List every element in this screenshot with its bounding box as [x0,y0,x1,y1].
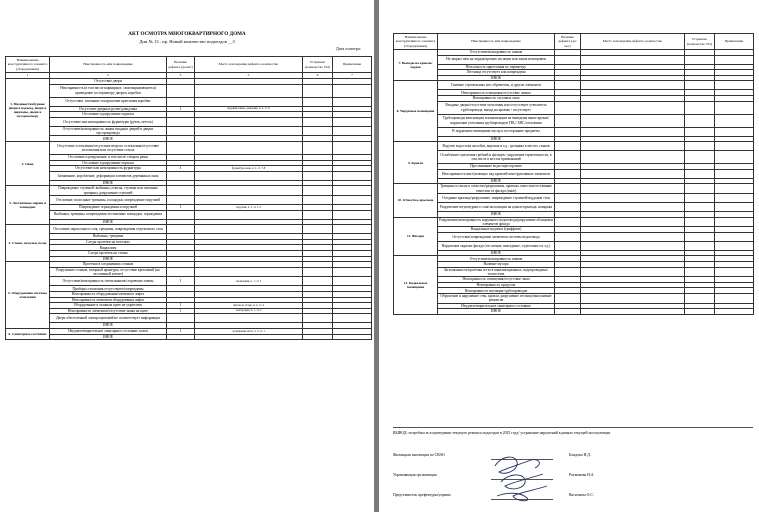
defect-description: Протечки в соединениях стояков [50,262,167,268]
defect-description: Следы протечек на потолках [50,239,167,245]
table-row [6,186,372,196]
fixed-count-cell [303,225,333,234]
table-row [6,196,372,205]
defect-description: Отсутствие/неисправность светильников/сгоревшие лампы [50,277,167,286]
column-header: Примечание [715,34,754,50]
element-group-name: 8. Чердачное помещение [394,81,438,142]
defect-description: Вандализм [50,245,167,251]
defect-location-cell [195,142,303,155]
inspection-table-page-1 [5,56,372,340]
defect-description: В чердачном помещении мусор и посторонние предметы [438,127,555,136]
element-group-name: 4. Стены, потолки, полы [6,225,50,262]
column-number: 3 [167,73,195,79]
table-row [394,184,754,194]
defect-location-cell [581,169,685,178]
defect-description: Разрушение штукатурного слоя/экспозиции на цоколе крыльца, козырька [438,202,555,211]
defect-location-cell [581,217,685,227]
defect-presence-cell [555,151,581,164]
signatory-name: Рахманова Н.А. [569,473,595,477]
defect-description: ИНОЕ [438,75,555,81]
defect-presence-cell [167,97,195,106]
defect-presence-cell [167,314,195,323]
table-row [394,232,754,241]
defect-description: Неплотность прилегания по периметру [438,64,555,70]
defect-description: Неисправность изоляции/трубопроводов [438,288,555,294]
note-cell [333,186,372,196]
defect-description: ИНОЕ [438,309,555,315]
fixed-count-cell [303,171,333,180]
defect-presence-cell: 1 [167,303,195,309]
fixed-count-cell [685,202,715,211]
signatory-role: Управляющая организация [393,473,437,477]
table-row [6,314,372,323]
fixed-count-cell [303,196,333,205]
defect-description: ИНОЕ [50,256,167,262]
fixed-count-cell [685,114,715,127]
column-header: Место нахождения дефекта, количество [195,57,303,73]
defect-description: Отслоение, волосяные трещины, площадки, повреждение поручней [50,196,167,205]
defect-description: Неисправность освещения/отсутствие ламп [438,277,555,283]
defect-presence-cell: 1 [167,308,195,314]
table-row [394,202,754,211]
defect-description: Трубопроводы вентиляции и канализации не выведены выше кровли/нарушение утепления трубопроводов ГВС/ ХВС/отопления [438,114,555,127]
table-row [394,169,754,178]
defect-presence-cell [167,210,195,219]
defect-presence-cell [555,169,581,178]
defect-location-cell [581,101,685,114]
column-header: Место нахождения дефекта, количество [581,34,685,50]
table-row [6,171,372,180]
defect-description: Вандальные надписи (граффити) [438,227,555,233]
column-header: Неисправность или повреждение [50,57,167,73]
defect-description: Неисправность (в том числе шарнирное, самозакрывающееся) приведение по периметру двери и коробки [50,84,167,97]
column-header: Примечание [333,57,372,73]
fixed-count-cell [303,277,333,286]
defect-location-cell [195,314,303,323]
defect-presence-cell [555,217,581,227]
defect-presence-cell [167,196,195,205]
fixed-count-cell [303,117,333,126]
defect-description: ИНОЕ [50,180,167,186]
defect-location-cell [581,184,685,194]
defect-description: Оборудование в этажном щите не укреплено [50,303,167,309]
fixed-count-cell [303,267,333,277]
fixed-count-cell [303,334,333,340]
defect-location-cell [195,186,303,196]
handwritten-signature-icon [487,452,553,504]
defect-presence-cell [555,241,581,250]
defect-presence-cell [555,184,581,194]
fixed-count-cell [685,101,715,114]
table-row [6,225,372,234]
defect-description: Просачивание воды через кровлю [438,164,555,170]
defect-description: Гниение стропильных ног, обрешетки, и других элементов [438,81,555,90]
defect-location-cell [195,126,303,136]
defect-description: Повреждение ступеней: выбоины, отколы, ступени или сквозные трещины, разрушение ступеней [50,186,167,196]
defect-location-cell [581,267,685,277]
defect-description: Отсутствие, затекание и нарушение крепления коробки [50,97,167,106]
defect-location-cell [581,142,685,151]
fixed-count-cell [685,293,715,303]
defect-location-cell: светильник, п. 1, эт. 3 [195,277,303,286]
fixed-count-cell [685,309,715,315]
defect-location-cell: фурнитура окна, п. 1, эт. 7-8 [195,166,303,172]
defect-presence-cell [555,293,581,303]
defect-description: Оседание крыльца/разрушение, повреждение ступеней/поддонов стен [438,193,555,202]
defect-presence-cell [167,117,195,126]
note-cell [715,114,754,127]
element-group-name: 5. Оборудование системы отопления [6,262,50,329]
note-cell [715,267,754,277]
fixed-count-cell [685,184,715,194]
defect-location-cell [581,127,685,136]
defect-description: Неисправность элементов оборудования лифта [50,297,167,303]
note-cell [715,184,754,194]
defect-presence-cell [555,114,581,127]
defect-description: Лестница отсутствует или повреждена [438,70,555,76]
defect-location-cell [195,196,303,205]
fixed-count-cell [685,151,715,164]
defect-location-cell [581,114,685,127]
defect-presence-cell [167,84,195,97]
defect-location-cell [581,309,685,315]
defect-location-cell [195,97,303,106]
defect-description: Неудовлетворительное санитарное состояние [438,303,555,309]
defect-presence-cell [167,186,195,196]
defect-description: Выбоины, трещины, повреждения лестничных площадок, ограждения [50,210,167,219]
note-cell [333,225,372,234]
defect-description: ИНОЕ [50,219,167,225]
table-row [6,334,372,340]
element-group-name: 3. Лестничные марши и площадки [6,186,50,225]
inspection-date-label: Дата осмотра: [335,46,361,51]
table-row [394,81,754,90]
defect-description: Не закрыт люк на чердак/кровлю на замок или замок неисправен [438,55,555,64]
defect-description: Наличие мусора [438,261,555,267]
element-group-name: 12. Подвальное помещение [394,256,438,314]
defect-description: Отсутствие или неисправность фурнитуры [50,166,167,172]
column-number: 6 [303,73,333,79]
signatory-name: Бомдова Н.Д. [569,453,591,457]
column-number: 5 [195,73,303,79]
defect-presence-cell: 1 [167,277,195,286]
document-subtitle: Дом № 13 , пр. Новый количество подъездов __3 [139,39,235,44]
defect-description: Отсутствие дверных ручек/доводчика [50,106,167,112]
defect-description: Следы протечек на стенах [50,250,167,256]
table-row [6,210,372,219]
defect-presence-cell [167,267,195,277]
fixed-count-cell [685,142,715,151]
defect-description: Отсутствие/повреждение элементов системы водоотвода [438,232,555,241]
defect-description: Отсутствие/неисправность замков [438,256,555,262]
defect-description: Загнивание, коробление, деформация элементов деревянных окон [50,171,167,180]
column-header: Наличие дефекта (да/нет) [167,57,195,73]
table-row [394,127,754,136]
table-row [6,277,372,286]
note-cell [715,169,754,178]
fixed-count-cell [685,127,715,136]
table-row [394,217,754,227]
column-number: 2 [50,73,167,79]
note-cell [333,126,372,136]
defect-presence-cell [555,232,581,241]
act-page-2 [379,0,759,512]
defect-description: Отсутствие/неисправность замков [438,50,555,56]
defect-location-cell [195,210,303,219]
defect-location-cell [581,202,685,211]
table-row [394,142,754,151]
note-cell [715,151,754,164]
note-cell [715,217,754,227]
fixed-count-cell [685,169,715,178]
conclusion-text: ВЫВОД: потребность в проведении текущего ремонта подъездов в 2025 году/ устранение нарушений в рамках текущей эксплуатации [393,431,611,435]
note-cell [715,55,754,64]
defect-location-cell [581,232,685,241]
defect-presence-cell [555,202,581,211]
element-group-name: 6. Санитарное состояние [6,328,50,339]
defect-description: Ослабление сцепления гребней и фальцев / нарушение герметичности, в том числе в местах примыканий [438,151,555,164]
defect-location-cell: поручни, п. 3, эт. 1-2 [195,205,303,211]
note-cell [715,241,754,250]
column-header: Наименование конструктивного элемента (оборудования) [394,34,438,50]
defect-location-cell [195,171,303,180]
note-cell [715,193,754,202]
defect-presence-cell [555,81,581,90]
defect-description: ИНОЕ [50,323,167,329]
table-row [394,101,754,114]
defect-description: Выбоины, трещины [50,234,167,240]
note-cell [715,127,754,136]
defect-presence-cell: 1 [167,106,195,112]
defect-presence-cell [167,334,195,340]
note-cell [333,314,372,323]
defect-location-cell [581,81,685,90]
table-row [6,97,372,106]
defect-description: Разрушение/неисправность наружного водоотвода/разрушение облицовки элементов фасада [439,217,553,226]
fixed-count-cell [685,55,715,64]
defect-location-cell [195,84,303,97]
defect-description: Неисправность оборудования/элементов лифта [50,291,167,297]
note-cell [333,210,372,219]
table-row [6,267,372,277]
defect-description: Отслоение и разрушение окраски [50,112,167,118]
table-row [394,267,754,277]
defect-description: Неудовлетворительное санитарное состояние полов [50,328,167,334]
defect-location-cell [195,225,303,234]
note-cell [333,84,372,97]
column-header: Устранено (количество УО) [303,57,333,73]
note-cell [715,142,754,151]
defect-presence-cell: 1 [167,166,195,172]
defect-description: Повреждение ограждения и поручней [50,205,167,211]
fixed-count-cell [303,186,333,196]
note-cell [715,232,754,241]
fixed-count-cell [303,314,333,323]
element-group-name: 9. Кровля [394,142,438,184]
divider [393,427,753,428]
element-group-name: 7. Выходы на кровлю/чердак [394,50,438,81]
signatory-name: Васильева О.С. [569,493,594,497]
note-cell [333,117,372,126]
defect-description: Неисправность освещения/отсутствие лампы [438,90,555,96]
defect-description: ИНОЕ [50,136,167,142]
note-cell [333,171,372,180]
table-row [394,151,754,164]
table-row [6,142,372,155]
element-group-name: 11. Фасады [394,217,438,256]
defect-location-cell [581,193,685,202]
defect-description: Входные двери/отсутствие отопления или отсутствует утеплитель трубопровода, выход на кровлю / отсутствует [438,101,555,114]
defect-presence-cell [167,225,195,234]
defect-presence-cell [555,101,581,114]
defect-location-cell [195,334,303,340]
defect-description: Отсутствие остекления/отсутствие второго остекления/отсутствие уплотнения или отсутствие стекла [50,142,167,155]
defect-location-cell: кодовый замок, доводчик, п. 2, эт. 9 [195,106,303,112]
defect-presence-cell [555,127,581,136]
element-group-name: 10. Отмостка, крыльца [394,184,438,217]
table-row [394,114,754,127]
fixed-count-cell [303,210,333,219]
defect-location-cell: электрощит, п. 1, эт. 2 [195,308,303,314]
note-cell [333,277,372,286]
fixed-count-cell [303,142,333,155]
defect-presence-cell [167,126,195,136]
defect-description: Разрушение стояков, запорной арматуры, отсутствие креплений (на лестничной клетке) [50,267,167,277]
defect-description: Неисправность элементов/отсутствие замка на щите [50,308,167,314]
table-row [6,126,372,136]
fixed-count-cell [685,217,715,227]
defect-description: Отслоение окрасочного слоя, трещины, повреждения отделочного слоя [50,225,167,234]
defect-presence-cell [167,142,195,155]
defect-presence-cell [555,267,581,277]
table-row [6,84,372,97]
fixed-count-cell [303,97,333,106]
defect-description: ИНОЕ [438,136,555,142]
defect-description: Неисправность слуховых окон [438,95,555,101]
defect-description: Отсутствие/неисправность линии входных дверей в дверях мусоропровода [50,126,167,136]
defect-presence-cell [555,55,581,64]
table-row [394,193,754,202]
table-row [394,293,754,303]
column-header: Наименование конструктивного элемента (оборудования) [6,57,50,73]
table-row [394,241,754,250]
defect-description: Загазованность/протечки из-за в канализационных, водопроводных/теплосетях [438,267,555,277]
defect-description: ИНОЕ [438,250,555,256]
defect-description: ИНОЕ [50,334,167,340]
defect-presence-cell: 1 [167,205,195,211]
column-number: 7 [333,73,372,79]
element-group-name: 2. Окна [6,142,50,186]
defect-presence-cell [555,193,581,202]
fixed-count-cell [685,241,715,250]
fixed-count-cell [685,267,715,277]
defect-description: Вздутие водостока желобов, воронок и т.д., трещины в местах стыков [438,142,555,151]
note-cell [333,142,372,155]
defect-description: Трещины и сколы в отмостке/разрушения, провалы отмостки/отставание отмостки от фасада (иное) [438,184,555,194]
defect-location-cell [195,267,303,277]
note-cell [715,309,754,315]
defect-description: Дверь обесточенной электрощитовой/не соответствует информация [50,314,167,323]
defect-description: Неисправность продухов [438,282,555,288]
defect-presence-cell [555,309,581,315]
defect-description: Нарушение окраски фасада (отслоение, выпадение, отделочного и т.д.) [438,241,555,250]
defect-location-cell: загрязнение пола, п. 3, эт. 1 [195,328,303,334]
note-cell [715,101,754,114]
defect-location-cell [581,241,685,250]
defect-description: Обрушение и нарушение стен, кровли, разрушение лестниц/выполнение ремонтов [438,293,555,303]
column-header: Устранено (количество УО) [685,34,715,50]
defect-presence-cell: 1 [167,328,195,334]
defect-description: Отслоение и разрушение окраски [50,160,167,166]
fixed-count-cell [685,232,715,241]
note-cell [333,334,372,340]
defect-location-cell [581,151,685,164]
column-header: Неисправность или повреждение [438,34,555,50]
fixed-count-cell [685,193,715,202]
act-page-1 [0,0,374,512]
defect-location-cell: щиток на этаже, п. 2, эт. 4 [195,303,303,309]
fixed-count-cell [303,126,333,136]
defect-location-cell [195,117,303,126]
defect-description: Отслоение и разрушение, в том числе створок рамы [50,155,167,161]
table-row [394,309,754,315]
document-title: АКТ ОСМОТРА МНОГОКВАРТИРНОГО ДОМА [128,31,246,37]
table-row [6,117,372,126]
fixed-count-cell [685,81,715,90]
note-cell [333,97,372,106]
defect-presence-cell [167,171,195,180]
note-cell [715,81,754,90]
defect-description: ИНОЕ [438,178,555,184]
note-cell [333,196,372,205]
table-row [394,55,754,64]
note-cell [333,267,372,277]
defect-description: Приборы отопления отсутствуют/повреждены [50,286,167,292]
defect-description: Отсутствие или неисправность фурнитуры (ручек, петель) [50,117,167,126]
defect-description: Отсутствие двери [50,79,167,85]
defect-description: ИНОЕ [438,211,555,217]
fixed-count-cell [303,84,333,97]
defect-description: Неисправность выступающих над кровлей конструктивных элементов [438,169,555,178]
defect-presence-cell [555,142,581,151]
column-number: 1 [6,73,50,79]
note-cell [715,293,754,303]
inspection-table-page-2 [393,33,754,315]
column-header: Наличие дефекта (да/нет) [555,34,581,50]
signatory-role: Представитель префектуры/управы [393,493,451,497]
defect-location-cell [581,293,685,303]
defect-location-cell [581,55,685,64]
note-cell [715,202,754,211]
signatory-role: Жилищная инспекция по СВАО [393,453,445,457]
element-group-name: 1. Входные/тамбурные двери в подъезд, двери и переходы, двери в мусорокамеру [6,79,50,142]
